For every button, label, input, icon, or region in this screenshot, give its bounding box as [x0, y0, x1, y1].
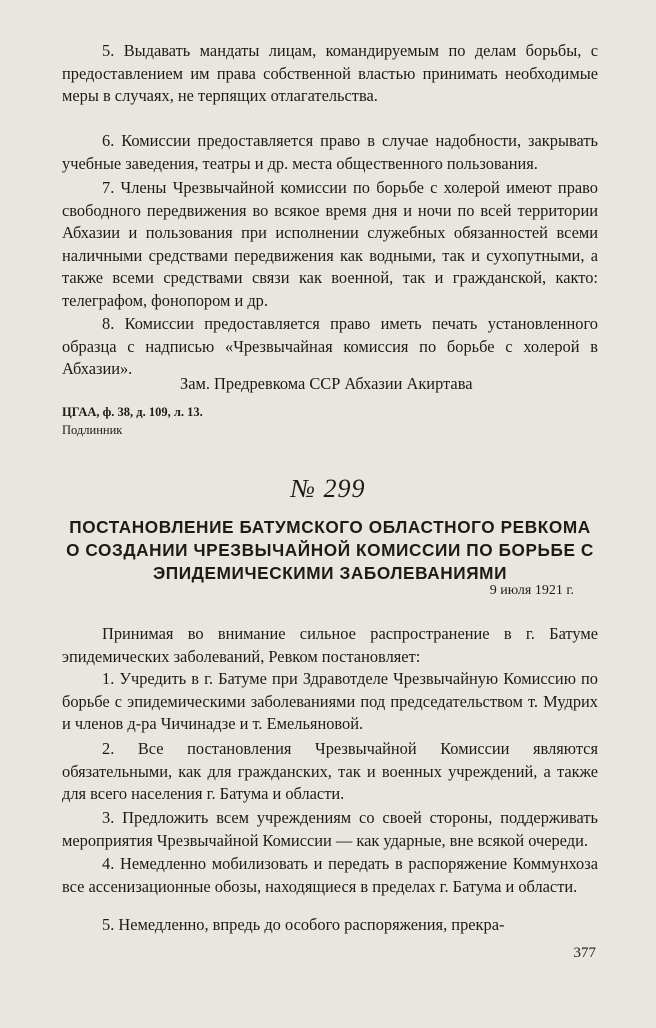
paragraph-item-5: 5. Выдавать мандаты лицам, командируемым по делам борьбы, с предоставлением им права собственной властью принимать необходимые меры в случаях, не терпящих отлагательства.: [62, 41, 598, 106]
signature: Зам. Предревкома ССР Абхазии Акиртава: [180, 374, 473, 393]
document-date: 9 июля 1921 г.: [489, 583, 574, 598]
paragraph-item-6: 6. Комиссии предоставляется право в случае надобности, закрывать учебные заведения, театры и др. места общественного пользования.: [62, 131, 598, 173]
archive-note: Подлинник: [62, 423, 123, 437]
paragraph-item-2: 2. Все постановления Чрезвычайной Комиссии являются обязательными, как для гражданских, так и военных учреждений, а также для всего населения г. Батума и области.: [62, 739, 598, 804]
paragraph-item-7: 7. Члены Чрезвычайной комиссии по борьбе с холерой имеют право свободного передвижения во всякое время дня и ночи по всей территории Абхазии и пользования при исполнении служебных обязанностей всеми наличными средствами передвижения как водными, так и сухопутными, а также всеми средствами связи как военной, так и гражданской, както: телеграфом, фонопором и др.: [62, 178, 598, 310]
archive-source: ЦГАА, ф. 38, д. 109, л. 13.: [62, 405, 203, 419]
paragraph-item-5-cont: 5. Немедленно, впредь до особого распоряжения, прекра-: [102, 915, 505, 934]
page-number: 377: [573, 945, 596, 961]
paragraph-item-4: 4. Немедленно мобилизовать и передать в распоряжение Коммунхоза все ассенизационные обозы, находящиеся в пределах г. Батума и области.: [62, 854, 598, 896]
paragraph-item-3: 3. Предложить всем учреждениям со своей стороны, поддерживать мероприятия Чрезвычайной Комиссии — как ударные, вне всякой очереди.: [62, 808, 598, 850]
document-number: № 299: [290, 474, 366, 503]
paragraph-item-1: 1. Учредить в г. Батуме при Здравотделе Чрезвычайную Комиссию по борьбе с эпидемическими заболеваниями под председательством т. Мудрих и членов д-ра Чичинадзе и т. Емельяновой.: [62, 669, 598, 734]
paragraph-item-8: 8. Комиссии предоставляется право иметь печать установленного образца с надписью «Чрезвычайная комиссия по борьбе с холерой в Абхазии».: [62, 314, 598, 379]
document-title: ПОСТАНОВЛЕНИЕ БАТУМСКОГО ОБЛАСТНОГО РЕВКОМА О СОЗДАНИИ ЧРЕЗВЫЧАЙНОЙ КОМИССИИ ПО БОРЬБЕ С ЭПИДЕМИЧЕСКИМИ ЗАБОЛЕВАНИЯМИ: [66, 517, 594, 583]
paragraph-preamble: Принимая во внимание сильное распространение в г. Батуме эпидемических заболеваний, Ревком постановляет:: [62, 624, 598, 666]
